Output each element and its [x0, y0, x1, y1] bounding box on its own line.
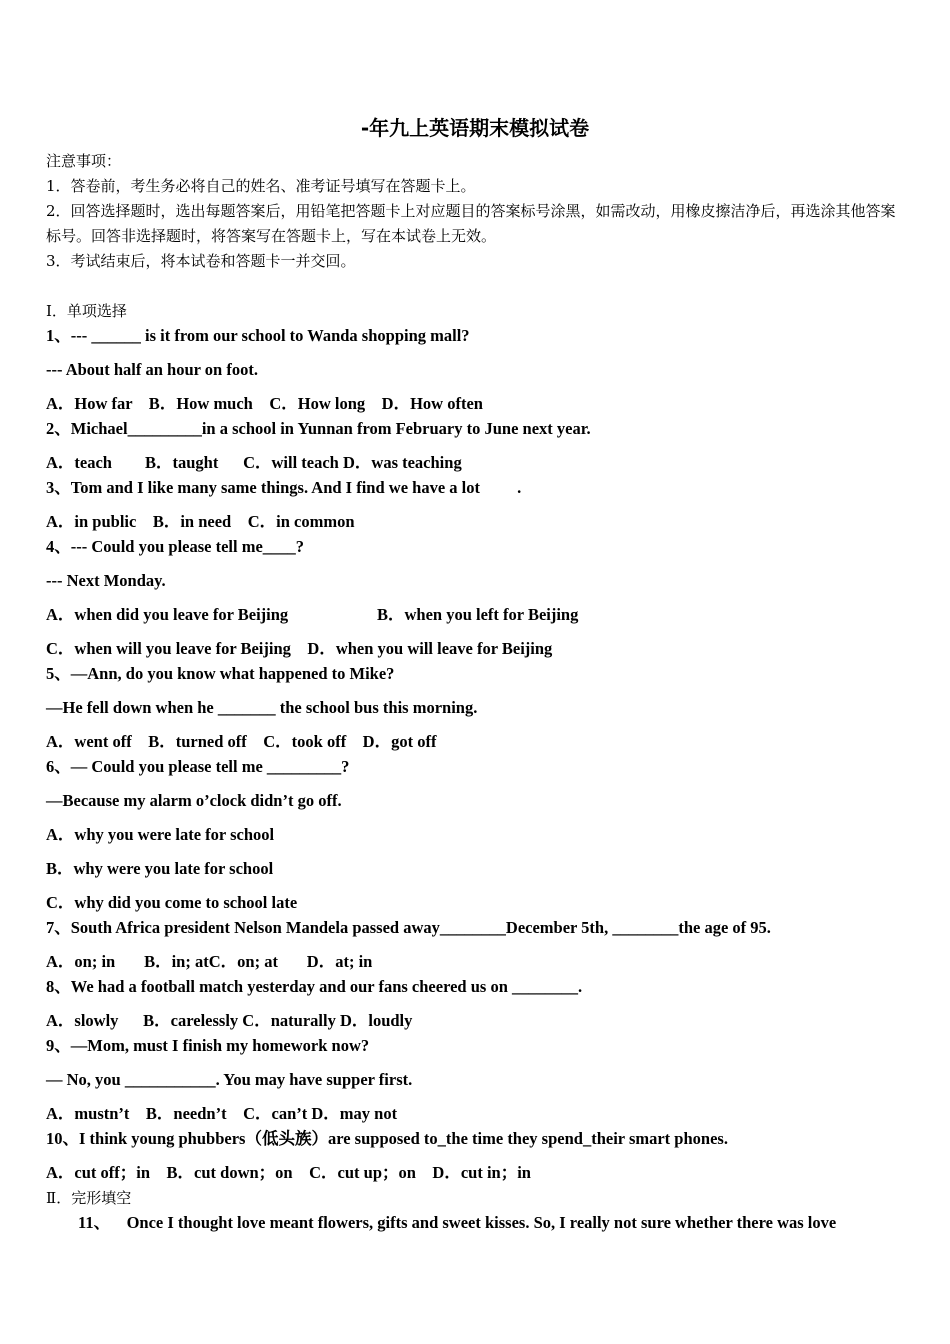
q9-options: A．mustn’t B．needn’t C．can’t D．may not [46, 1104, 398, 1123]
q4-option-a: A．when did you leave for Beijing [46, 605, 289, 624]
q7-options: A．on; in B．in; atC．on; at D．at; in [46, 952, 373, 971]
notice-heading: 注意事项： [46, 152, 122, 170]
q6-option-c: C．why did you come to school late [46, 893, 298, 912]
q8-stem: 8、We had a football match yesterday and our fans cheered us on ________. [46, 977, 583, 996]
q8-options: A．slowly B．carelessly C．naturally D．loudly [46, 1011, 413, 1030]
q4-option-b: B．when you left for Beijing [377, 605, 579, 624]
q5-dialog: —He fell down when he _______ the school bus this morning. [46, 698, 478, 717]
q5-stem: 5、—Ann, do you know what happened to Mike? [46, 664, 395, 683]
q9-stem: 9、—Mom, must I finish my homework now? [46, 1036, 370, 1055]
q9-dialog: — No, you ___________. You may have supper first. [46, 1070, 413, 1089]
q6-dialog: —Because my alarm o’clock didn’t go off. [46, 791, 342, 810]
q6-option-b: B．why were you late for school [46, 859, 274, 878]
q2-options: A．teach B．taught C．will teach D．was teaching [46, 453, 462, 472]
notice-item-2: 2．回答选择题时，选出每题答案后，用铅笔把答题卡上对应题目的答案标号涂黑，如需改动，用橡皮擦洁净后，再选涂其他答案标号。回答非选择题时，将答案写在答题卡上，写在本试卷上无效。 [46, 202, 896, 245]
q10-stem: 10、I think young phubbers（低头族）are supposed to_the time they spend_their smart phones. [46, 1129, 728, 1148]
q2-stem: 2、Michael_________in a school in Yunnan from February to June next year. [46, 419, 591, 438]
q10-options: A．cut off；in B．cut down；on C．cut up；on D．cut in；in [46, 1163, 531, 1182]
q4-options-cd: C．when will you leave for Beijing D．when you will leave for Beijing [46, 639, 553, 658]
q3-options: A．in public B．in need C．in common [46, 512, 355, 531]
q11-passage: 11、 Once I thought love meant flowers, gifts and sweet kisses. So, I really not sure whether there was love [78, 1213, 837, 1232]
q7-stem: 7、South Africa president Nelson Mandela passed away________December 5th, ________the age of 95. [46, 918, 771, 937]
page-title: -年九上英语期末模拟试卷 [360, 116, 590, 140]
q1-dialog: --- About half an hour on foot. [46, 360, 258, 379]
q5-options: A．went off B．turned off C．took off D．got off [46, 732, 437, 751]
q4-stem: 4、--- Could you please tell me____? [46, 537, 305, 556]
q1-stem: 1、--- ______ is it from our school to Wanda shopping mall? [46, 326, 470, 345]
q6-option-a: A．why you were late for school [46, 825, 275, 844]
q1-options: A．How far B．How much C．How long D．How often [46, 394, 483, 413]
notice-item-1: 1．答卷前，考生务必将自己的姓名、准考证号填写在答题卡上。 [46, 177, 476, 195]
q3-stem: 3、Tom and I like many same things. And I find we have a lot . [46, 478, 522, 497]
section-2-heading: Ⅱ．完形填空 [46, 1189, 132, 1207]
notice-item-3: 3．考试结束后，将本试卷和答题卡一并交回。 [46, 252, 356, 270]
q4-dialog: --- Next Monday. [46, 571, 166, 590]
section-1-heading: Ⅰ．单项选择 [46, 302, 127, 320]
q6-stem: 6、— Could you please tell me _________? [46, 757, 350, 776]
